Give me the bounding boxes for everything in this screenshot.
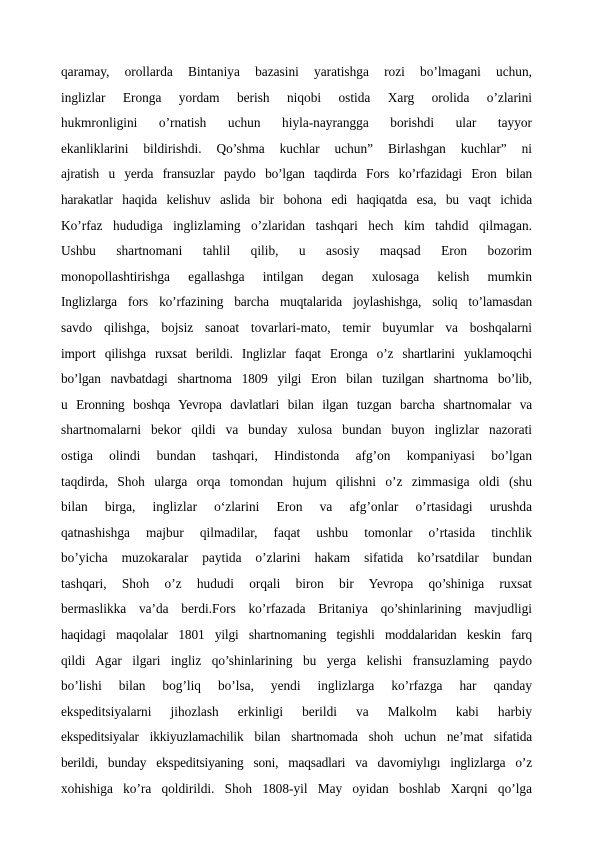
text-line: ekspeditsiyalar ikkiyuzlamachilik bilan shartnomada shoh uchun ne’mat sifatida — [61, 729, 532, 745]
text-line: ekspeditsiyalarni jihozlash erkinligi berildi va Malkolm kabi harbiy — [61, 703, 532, 719]
text-line: inglizlar Eronga yordam berish niqobi ostida Xarg orolida o’zlarini — [61, 89, 532, 105]
text-line: import qilishga ruxsat berildi. Inglizlar faqat Eronga o’z shartlarini yuklamoqchi — [61, 345, 532, 361]
text-line: hukmronligini o’rnatish uchun hiyla-nayrangga borishdi ular tayyor — [61, 115, 532, 131]
text-line: savdo qilishga, bojsiz sanoat tovarlari-mato, temir buyumlar va boshqalarni — [61, 319, 532, 335]
text-line: monopollashtirishga egallashga intilgan degan xulosaga kelish mumkin — [61, 268, 532, 284]
text-line: xohishiga ko’ra qoldirildi. Shoh 1808-yil May oyidan boshlab Xarqni qo’lga — [61, 780, 532, 796]
text-line: tashqari, Shoh o’z hududi orqali biron bir Yevropa qo’shiniga ruxsat — [61, 575, 532, 591]
text-line: Ushbu shartnomani tahlil qilib, u asosiy maqsad Eron bozorim — [61, 243, 532, 259]
document-page — [61, 59, 532, 801]
text-line: ostiga olindi bundan tashqari, Hindistonda afg’on kompaniyasi bo’lgan — [61, 447, 532, 463]
text-line: qildi Agar ilgari ingliz qo’shinlarining bu yerga kelishi fransuzlaming paydo — [61, 652, 532, 668]
text-line: ekanliklarini bildirishdi. Qo’shma kuchlar uchun” Birlashgan kuchlar” ni — [61, 140, 532, 156]
text-line: bo’lgan navbatdagi shartnoma 1809 yilgi Eron bilan tuzilgan shartnoma bo’lib, — [61, 371, 532, 387]
text-line: u Eronning boshqa Yevropa davlatlari bilan ilgan tuzgan barcha shartnomalar va — [61, 396, 532, 412]
text-line: ajratish u yerda fransuzlar paydo bo’lgan taqdirda Fors ko’rfazidagi Eron bilan — [61, 166, 532, 182]
text-line: Inglizlarga fors ko’rfazining barcha muqtalarida joylashishga, soliq to’lamasdan — [61, 294, 532, 310]
text-line: shartnomalarni bekor qildi va bunday xulosa bundan buyon inglizlar nazorati — [61, 422, 532, 438]
text-line: taqdirda, Shoh ularga orqa tomondan hujum qilishni o’z zimmasiga oldi (shu — [61, 473, 532, 489]
text-line: bilan birga, inglizlar o‘zlarini Eron va afg’onlar o’rtasidagi urushda — [61, 499, 532, 515]
text-line: bermaslikka va’da berdi.Fors ko’rfazada Britaniya qo’shinlarining mavjudligi — [61, 601, 532, 617]
text-line: bo’yicha muzokaralar paytida o’zlarini hakam sifatida ko’rsatdilar bundan — [61, 550, 532, 566]
text-line: berildi, bunday ekspeditsiyaning soni, maqsadlari va davomiylıgı inglizlarga o’z — [61, 755, 532, 771]
text-line: qaramay, orollarda Bintaniya bazasini yaratishga rozi bo’lmagani uchun, — [61, 64, 532, 79]
text-line: haqidagi maqolalar 1801 yilgi shartnomaning tegishli moddalaridan keskin farq — [61, 627, 532, 643]
text-line: Ko’rfaz hududiga inglizlaming o’zlaridan tashqari hech kim tahdid qilmagan. — [61, 217, 532, 233]
text-line: harakatlar haqida kelishuv aslida bir bohona edi haqiqatda esa, bu vaqt ichida — [61, 191, 532, 207]
text-line: qatnashishga majbur qilmadilar, faqat ushbu tomonlar o’rtasida tinchlik — [61, 524, 532, 540]
text-line: bo’lishi bilan bog’liq bo’lsa, yendi inglizlarga ko’rfazga har qanday — [61, 678, 532, 694]
